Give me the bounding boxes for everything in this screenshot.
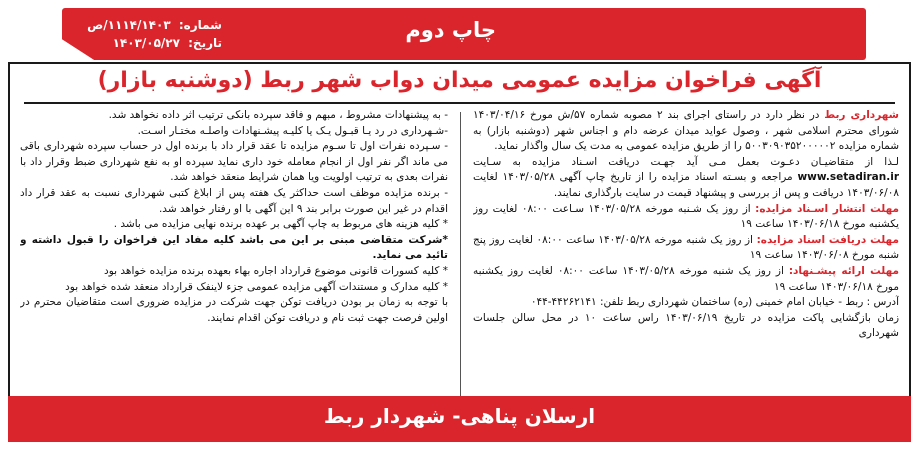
right-column: [473, 108, 899, 408]
notice-frame: [8, 62, 911, 442]
publication-text: از روز یک شـنبه مورخه ۱۴۰۳/۰۵/۲۸ سـاعت ۰۸:۰۰ لغایت روز یکشنبه مورخ ۱۴۰۳/۰۶/۱۸ ساعت ۱۹: [473, 202, 899, 231]
column-divider: [460, 112, 461, 402]
signature-band: [8, 396, 911, 442]
notice-title: آگهی فراخوان مزایده عمومی میدان دواب شهر ربط (دوشنبه بازار): [97, 68, 822, 93]
condition-item: - برنده مزایده موظف است حداکثر یک هفته پس از ابلاغ کتبی شهرداری نسبت به عقد قرار داد اقدام در غیر این صورت برابر بند ۹ این آگهی با او رفتار خواهد شد.: [20, 186, 448, 215]
organization-name: شهرداری ربط: [824, 109, 899, 121]
offer-label: مهلت ارائه پیشـنهاد:: [788, 264, 899, 277]
invitation-text-2: مراجعه و بسـته اسناد مزایده را از تاریخ چاپ آگهی ۱۴۰۳/۰۵/۲۸ لغایت ۱۴۰۳/۰۶/۰۸ دریافت و پس از بررسی و پیشنهاد قیمت در سایت بارگذاری نمایند.: [473, 171, 899, 199]
intro-text: در نظر دارد در راستای اجرای بند ۲ مصوبه شماره ۵۷/ش مورخ ۱۴۰۳/۰۴/۱۶ شورای محترم اسلامی شهر ، وصول عواید میدان عرضه دام و اجناس شهر (دوشنبه بازار) به شماره مزایده ۵۰۰۳۰۹۰۳۵۲۰۰۰۰۰۲ را از طریق مزایده عمومی به مدت یک سال واگذار نماید.: [473, 109, 899, 153]
address-line: آدرس : ربط - خیابان امام خمینی (ره) ساختمان شهرداری ربط تلفن: ۴۴۲۶۲۱۴۱-۰۴۴: [530, 296, 899, 309]
offer-deadline: [473, 264, 899, 295]
mayor-signature: ارسلان پناهی- شهردار ربط: [323, 404, 596, 428]
condition-item: -شـهرداری در رد یـا قبـول یـک یا کلیـه پیشـنهادات واصلـه مختـار اسـت.: [137, 124, 448, 137]
condition-item: * کلیه کسورات قانونی موضوع قرارداد اجاره بهاء بعهده برنده مزایده خواهد بود: [104, 264, 448, 277]
notice-date-row: [72, 34, 222, 52]
notice-meta: [72, 16, 222, 52]
publication-label: مهلت انتشار اسـناد مزایده:: [755, 202, 899, 215]
condition-item-bold: *شرکت متقاضی مبنی بر این می باشد کلیه مفاد این فراخوان را قبول داشته و تائید می نماید.: [20, 233, 448, 262]
number-label: شماره:: [178, 18, 222, 32]
publication-deadline: [473, 202, 899, 233]
title-divider: [24, 102, 895, 104]
invitation-text: لـذا از متقاضیـان دعـوت بعمل مـی آید جهـت دریافت اسـناد مزایده به سـایت: [473, 155, 899, 168]
invitation-paragraph: [473, 155, 899, 202]
offer-text: از روز یک شنبه مورخه ۱۴۰۳/۰۵/۲۸ ساعت ۰۸:۰۰ لغایت روز یکشنبه مورخ ۱۴۰۳/۰۶/۱۸ ساعت ۱۹: [473, 264, 899, 293]
opening-time: زمان بازگشایی پاکت مزایده در تاریخ ۱۴۰۳/۰۶/۱۹ راس ساعت ۱۰ در محل سالن جلسات شهرداری: [473, 311, 899, 340]
number-value: ۱۱۱۴/۱۴۰۳/ص: [87, 18, 171, 32]
receive-text: از روز یک شنبه مورخه ۱۴۰۳/۰۵/۲۸ ساعت ۰۸:۰۰ لغایت روز پنج شنبه مورخ ۱۴۰۳/۰۶/۰۸ ساعت ۱۹: [473, 233, 899, 262]
date-label: تاریخ:: [188, 36, 222, 50]
condition-item: - به پیشنهادات مشروط ، مبهم و فاقد سپرده بانکی ترتیب اثر داده نخواهد شد.: [108, 109, 448, 121]
notice-number-row: [72, 16, 222, 34]
receive-deadline: [473, 233, 899, 264]
condition-item: * کلیه هزینه های مربوط به چاپ آگهی بر عهده برنده نهایی مزایده می باشد .: [113, 218, 448, 231]
edition-label: چاپ دوم: [405, 18, 496, 42]
top-banner: [62, 8, 866, 60]
condition-item: * کلیه مدارک و مستندات آگهی مزایده عمومی جزء لاینفک قرارداد منعقد شده خواهد بود: [65, 280, 448, 293]
left-column: [20, 108, 448, 408]
condition-item: - سـپرده نفرات اول تا سـوم مزایده تا عقد قرار داد با برنده اول در حساب سپرده شهرداری باقی می ماند اگر نفر اول از انجام معامله خود داری نماید سپرده او به نفع شهرداری ضبط وقرار داد با نفرات بعدی به ترتیب اولویت ویا همان شرایط منعقد خواهد شد.: [20, 140, 448, 184]
website-link[interactable]: www.setadiran.ir: [797, 171, 899, 184]
receive-label: مهلت دریافت اسناد مزایده:: [756, 233, 899, 246]
intro-paragraph: [473, 108, 899, 155]
condition-item: با توجه به زمان بر بودن دریافت توکن جهت شرکت در مزایده ضروری است متقاضیان محترم در اولین فرصت جهت ثبت نام و دریافت توکن اقدام نمایند.: [20, 296, 448, 324]
date-value: ۱۴۰۳/۰۵/۲۷: [112, 36, 180, 50]
